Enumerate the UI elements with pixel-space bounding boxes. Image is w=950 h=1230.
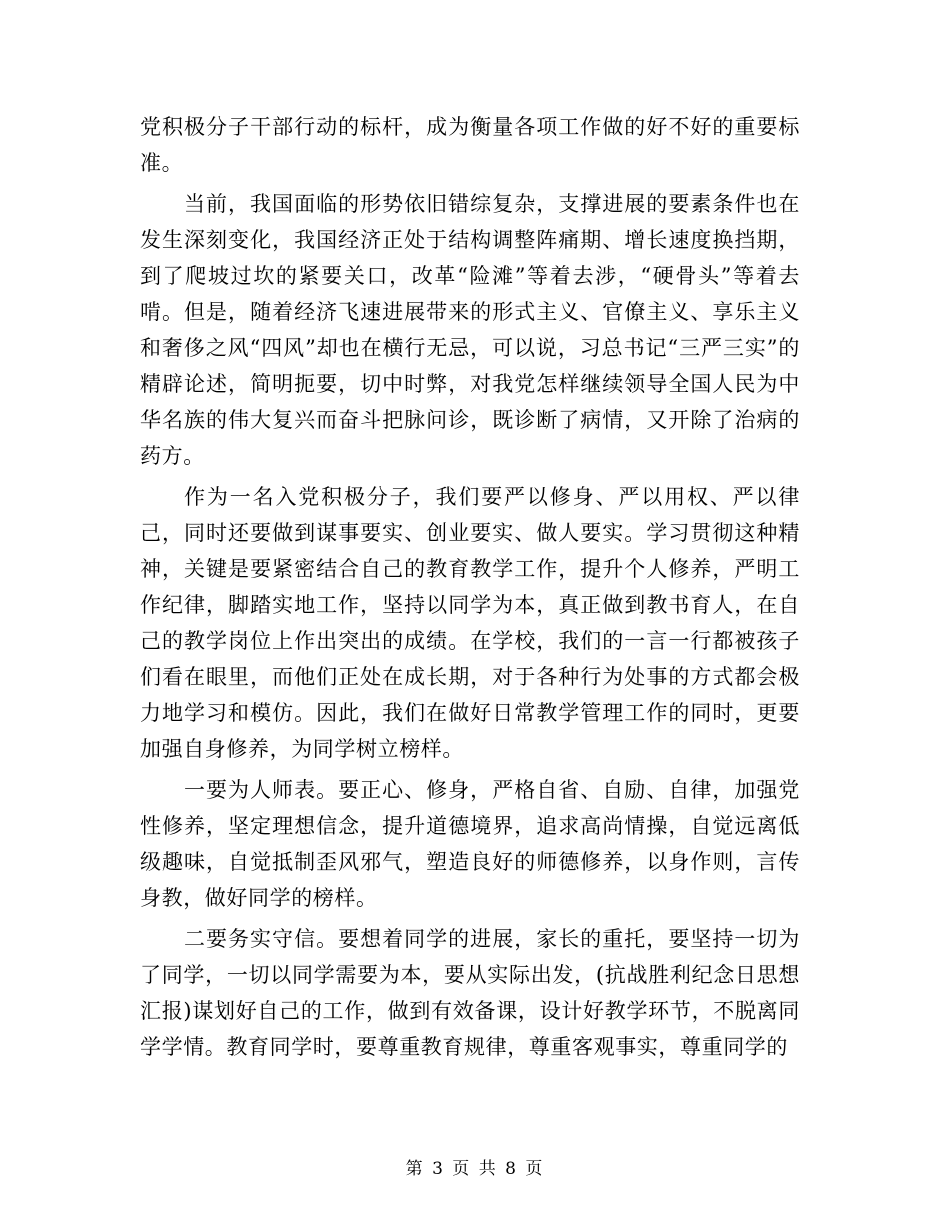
page-number-footer: 第 3 页 共 8 页 — [405, 1159, 545, 1179]
paragraph-5: 二要务实守信。要想着同学的进展，家长的重托，要坚持一切为了同学，一切以同学需要为本，要从实际出发，(抗战胜利纪念日思想汇报)谋划好自己的工作，做到有效备课，设计好教学环节，不脱离同学学情。教育同学时，要尊重教育规律，尊重客观事实，尊重同学的 — [140, 927, 800, 1059]
paragraph-2: 当前，我国面临的形势依旧错综复杂，支撑进展的要素条件也在发生深刻变化，我国经济正处于结构调整阵痛期、增长速度换挡期，到了爬坡过坎的紧要关口，改革“险滩”等着去涉，“硬骨头”等着去啃。但是，随着经济飞速进展带来的形式主义、官僚主义、享乐主义和奢侈之风“四风”却也在横行无忌，可以说，习总书记“三严三实”的精辟论述，简明扼要，切中时弊，对我党怎样继续领导全国人民为中华名族的伟大复兴而奋斗把脉问诊，既诊断了病情，又开除了治病的药方。 — [140, 192, 800, 468]
document-body — [140, 109, 800, 1070]
paragraph-1: 党积极分子干部行动的标杆，成为衡量各项工作做的好不好的重要标准。 — [140, 115, 800, 175]
paragraph-3: 作为一名入党积极分子，我们要严以修身、严以用权、严以律己，同时还要做到谋事要实、创业要实、做人要实。学习贯彻这种精神，关键是要紧密结合自己的教育教学工作，提升个人修养，严明工作纪律，脚踏实地工作，坚持以同学为本，真正做到教书育人，在自己的教学岗位上作出突出的成绩。在学校，我们的一言一行都被孩子们看在眼里，而他们正处在成长期，对于各种行为处事的方式都会极力地学习和模仿。因此，我们在做好日常教学管理工作的同时，更要加强自身修养，为同学树立榜样。 — [140, 485, 800, 761]
paragraph-4: 一要为人师表。要正心、修身，严格自省、自励、自律，加强党性修养，坚定理想信念，提升道德境界，追求高尚情操，自觉远离低级趣味，自觉抵制歪风邪气，塑造良好的师德修养，以身作则，言传身教，做好同学的榜样。 — [140, 778, 800, 910]
